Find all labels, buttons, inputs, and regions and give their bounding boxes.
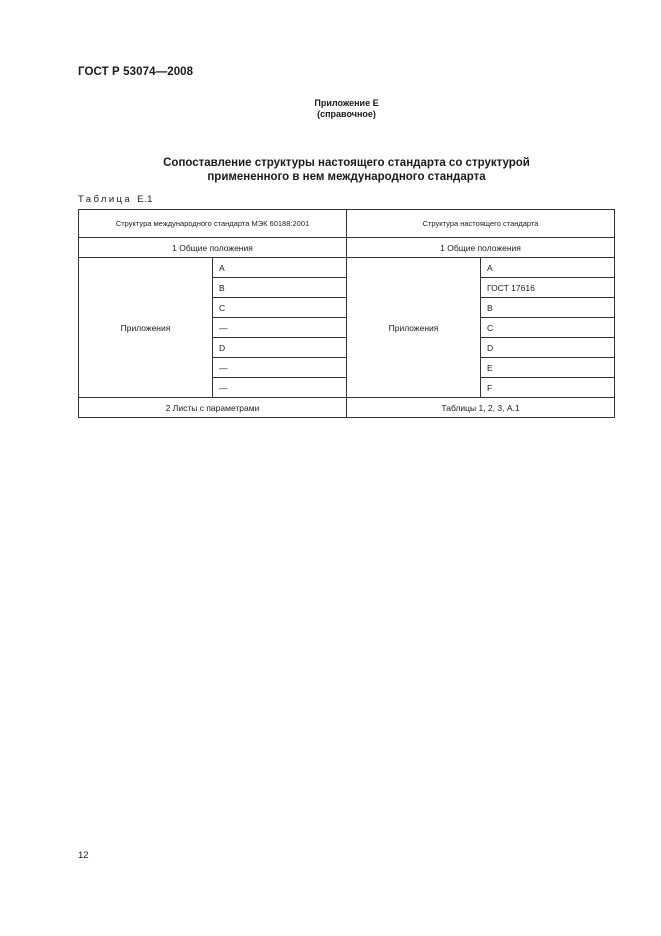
- general-left-cell: 1 Общие положения: [79, 238, 347, 258]
- standard-number: ГОСТ Р 53074—2008: [78, 66, 194, 78]
- appendix-left-item: D: [213, 338, 347, 358]
- appendix-left-item: C: [213, 298, 347, 318]
- appendix-right-item: A: [481, 258, 615, 278]
- table-caption: [78, 194, 153, 205]
- appendix-right-item: ГОСТ 17616: [481, 278, 615, 298]
- title-line-2: примененного в нем международного стандарта: [207, 171, 486, 183]
- header-international-structure: Структура международного стандарта МЭК 60188:2001: [79, 210, 347, 238]
- table-row: [79, 238, 615, 258]
- appendix-left-item: —: [213, 358, 347, 378]
- title-line-1: Сопоставление структуры настоящего стандарта со структурой: [163, 157, 530, 169]
- table-row: [79, 258, 615, 278]
- appendix-right-item: C: [481, 318, 615, 338]
- appendix-left-item: —: [213, 378, 347, 398]
- sheets-right-cell: Таблицы 1, 2, 3, А.1: [347, 398, 615, 418]
- header-national-structure: Структура настоящего стандарта: [347, 210, 615, 238]
- appendix-right-item: F: [481, 378, 615, 398]
- appendix-left-item: B: [213, 278, 347, 298]
- appendix-right-item: D: [481, 338, 615, 358]
- document-title: [0, 156, 661, 184]
- appendix-left-item: —: [213, 318, 347, 338]
- appendices-left-label: Приложения: [79, 258, 213, 398]
- table-caption-word: Таблица: [78, 194, 133, 205]
- table-row: [79, 398, 615, 418]
- page-number: 12: [78, 850, 89, 861]
- table-header-row: [79, 210, 615, 238]
- general-right-cell: 1 Общие положения: [347, 238, 615, 258]
- table-caption-number: Е.1: [137, 194, 153, 205]
- appendix-right-item: B: [481, 298, 615, 318]
- appendices-right-label: Приложения: [347, 258, 481, 398]
- appendix-heading: [0, 98, 661, 120]
- sheets-left-cell: 2 Листы с параметрами: [79, 398, 347, 418]
- appendix-label: Приложение Е: [314, 98, 379, 108]
- appendix-left-item: A: [213, 258, 347, 278]
- appendix-right-item: E: [481, 358, 615, 378]
- comparison-table: [78, 209, 615, 418]
- appendix-status: (справочное): [317, 109, 376, 119]
